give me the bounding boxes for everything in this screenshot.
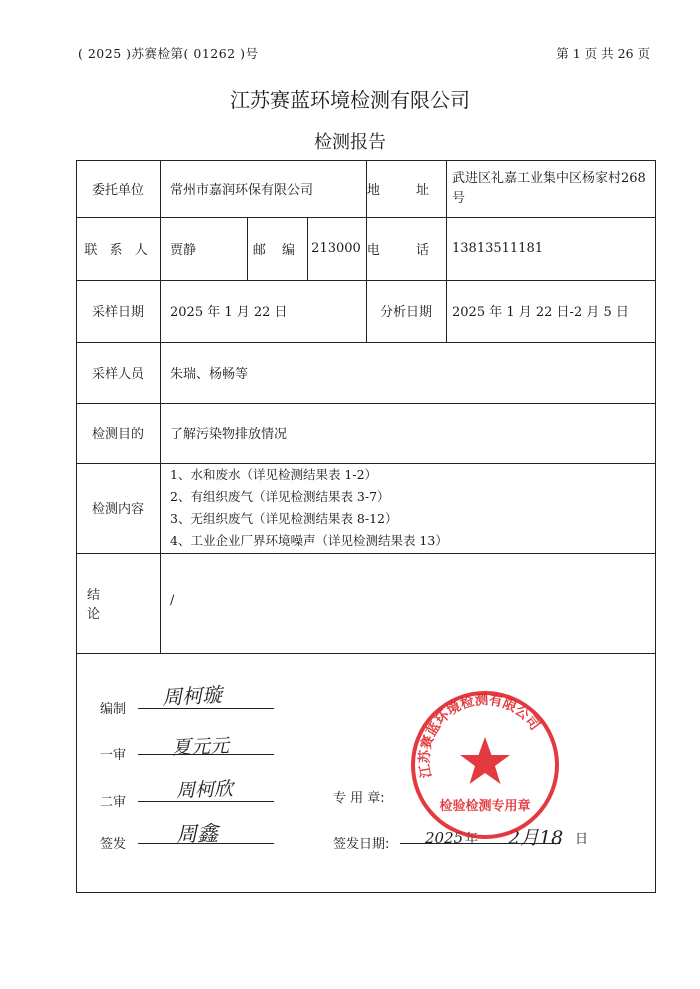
issue-date-label: 签发日期: [333,837,390,852]
contact-value: 贾静 [170,242,197,258]
row-divider [77,553,655,554]
official-seal [405,685,565,845]
client-value: 常州市嘉润环保有限公司 [170,183,314,198]
conclusion-label: 结 论 [87,587,123,622]
report-title: 检测报告 [314,132,386,153]
phone-value: 13813511181 [452,240,543,256]
analysis-date-value: 2025 年 1 月 22 日-2 月 5 日 [452,305,629,320]
first-review-signature: 夏元元 [171,735,230,759]
sampling-date-value: 2025 年 1 月 22 日 [170,305,288,320]
postcode-label: 邮 编 [252,242,302,258]
content-item: 3、无组织废气（详见检测结果表 8-12） [170,511,398,526]
postcode-value: 213000 [311,240,361,256]
client-label: 委托单位 [91,183,144,198]
compile-label: 编制 [100,702,127,717]
content-item: 1、水和废水（详见检测结果表 1-2） [170,467,378,482]
second-review-label: 二审 [100,795,127,810]
seal-outer-text: 江苏赛蓝环境检测有限公司 [416,691,543,780]
content-list [170,464,448,552]
issue-signature: 周鑫 [175,821,219,847]
compile-signature: 周柯璇 [161,682,223,710]
conclusion-value: / [170,593,175,608]
contact-label: 联 系 人 [84,242,152,258]
purpose-value: 了解污染物排放情况 [170,427,288,442]
seal-star-icon [460,737,510,784]
issue-date-month-day: 2月18 [508,827,564,849]
address-value: 武进区礼嘉工业集中区杨家村268号 [452,170,646,206]
report-number: ( 2025 )苏赛检第( 01262 )号 [78,46,259,61]
col-divider [446,161,447,342]
col-divider [160,161,161,653]
issue-date-year-unit: 年 [465,832,479,847]
first-review-label: 一审 [100,748,127,763]
page-info: 第 1 页 共 26 页 [556,46,650,61]
sampling-date-label: 采样日期 [91,305,144,320]
company-name: 江苏赛蓝环境检测有限公司 [230,88,470,112]
analysis-date-label: 分析日期 [379,305,432,320]
address-label: 地 址 [366,183,446,198]
row-divider [77,653,655,654]
issue-date-year: 2025 [425,829,464,847]
issue-date-day-unit: 日 [575,832,589,847]
phone-label: 电 话 [366,242,446,258]
seal-inner-text: 检验检测专用章 [439,799,531,814]
sampler-label: 采样人员 [91,366,144,382]
second-review-signature: 周柯欣 [175,778,234,802]
content-item: 4、工业企业厂界环境噪声（详见检测结果表 13） [170,533,448,548]
issue-label: 签发 [100,837,127,852]
content-item: 2、有组织废气（详见检测结果表 3-7） [170,489,390,504]
seal-graphic [405,685,565,845]
sampler-value: 朱瑞、杨畅等 [170,366,249,382]
seal-label: 专 用 章: [333,791,385,806]
content-label: 检测内容 [91,502,144,517]
purpose-label: 检测目的 [91,427,144,442]
